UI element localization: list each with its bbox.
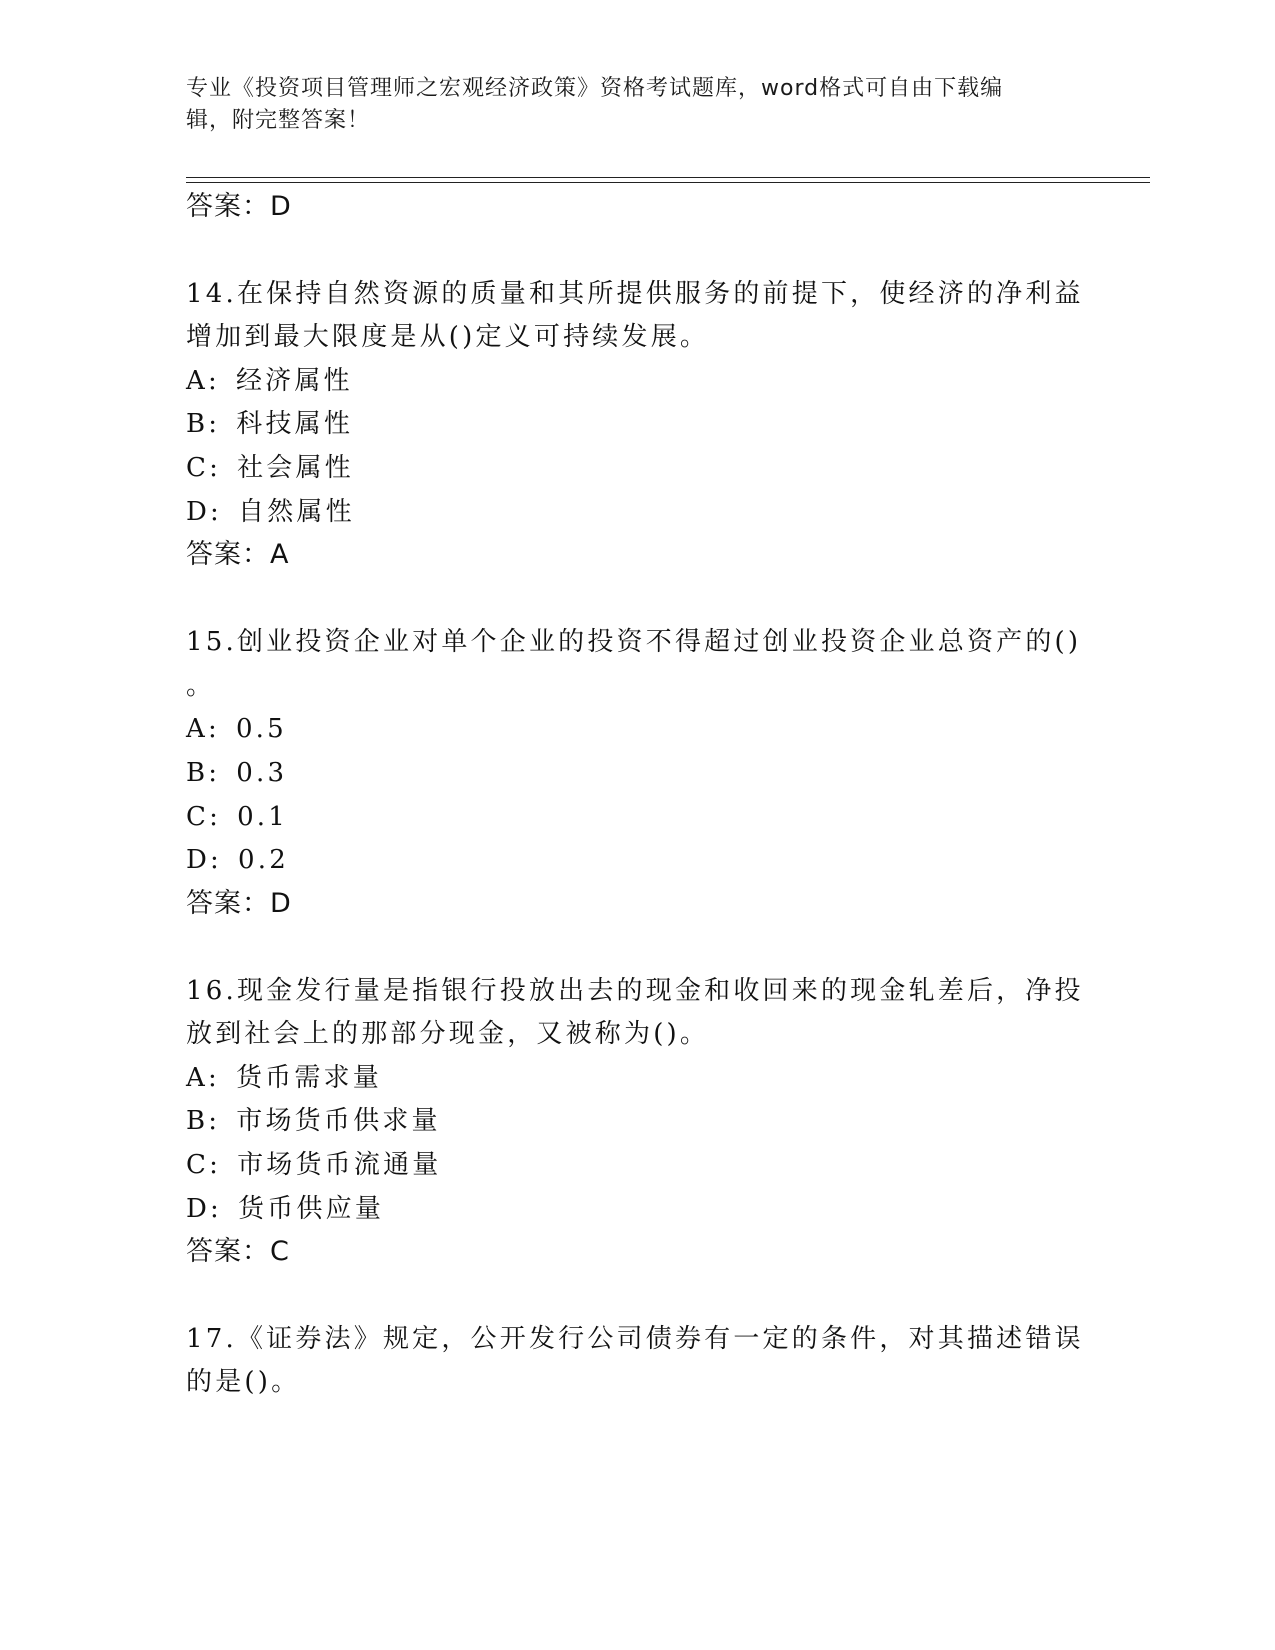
option-text: 经济属性 xyxy=(235,366,353,396)
option-label: D: xyxy=(186,1194,223,1224)
q14-option-b xyxy=(186,409,353,439)
option-label: B: xyxy=(186,1106,221,1136)
option-text: 0.1 xyxy=(237,802,289,832)
option-text: 自然属性 xyxy=(238,497,355,527)
header-line-1: 专业《投资项目管理师之宏观经济政策》资格考试题库，word格式可自由下载编 xyxy=(186,76,1004,101)
option-label: A: xyxy=(186,1063,220,1093)
option-label: D: xyxy=(186,497,223,527)
option-label: A: xyxy=(186,366,220,396)
q15-stem-line-2: 。 xyxy=(186,671,216,701)
option-text: 市场货币供求量 xyxy=(236,1106,441,1136)
option-label: C: xyxy=(186,1150,222,1180)
q16-option-a xyxy=(186,1063,382,1093)
document-header xyxy=(186,73,1066,137)
option-label: A: xyxy=(186,714,220,744)
option-text: 市场货币流通量 xyxy=(237,1150,442,1180)
option-text: 科技属性 xyxy=(236,409,354,439)
q15-option-d xyxy=(186,845,289,875)
q14-answer: 答案：A xyxy=(186,539,290,570)
q17-stem-line-2: 的是()。 xyxy=(186,1367,301,1397)
q16-stem-line-1: 16.现金发行量是指银行投放出去的现金和收回来的现金轧差后，净投 xyxy=(186,976,1084,1006)
prev-answer: 答案：D xyxy=(186,191,292,222)
header-divider-bottom xyxy=(186,182,1150,183)
option-label: C: xyxy=(186,453,222,483)
option-label: D: xyxy=(186,845,223,875)
q17-stem-line-1: 17.《证券法》规定，公开发行公司债券有一定的条件，对其描述错误 xyxy=(186,1324,1084,1354)
q16-option-c xyxy=(186,1150,441,1180)
q14-stem-line-2: 增加到最大限度是从()定义可持续发展。 xyxy=(186,322,710,352)
q14-option-a xyxy=(186,366,353,396)
q15-option-b xyxy=(186,758,287,788)
option-label: B: xyxy=(186,409,221,439)
q16-option-d xyxy=(186,1194,384,1224)
q16-answer: 答案：C xyxy=(186,1236,290,1267)
q14-stem-line-1: 14.在保持自然资源的质量和其所提供服务的前提下，使经济的净利益 xyxy=(186,279,1084,309)
q15-option-a xyxy=(186,714,287,744)
option-label: B: xyxy=(186,758,221,788)
q14-option-c xyxy=(186,453,354,483)
option-text: 0.2 xyxy=(238,845,289,875)
option-label: C: xyxy=(186,802,222,832)
option-text: 0.3 xyxy=(236,758,288,788)
option-text: 货币需求量 xyxy=(235,1063,382,1093)
q16-option-b xyxy=(186,1106,441,1136)
option-text: 社会属性 xyxy=(237,453,354,483)
q15-stem-line-1: 15.创业投资企业对单个企业的投资不得超过创业投资企业总资产的() xyxy=(186,627,1082,657)
header-line-2: 辑，附完整答案！ xyxy=(186,108,371,133)
q16-stem-line-2: 放到社会上的那部分现金，又被称为()。 xyxy=(186,1019,710,1049)
option-text: 货币供应量 xyxy=(238,1194,385,1224)
header-divider-top xyxy=(186,177,1150,178)
q15-option-c xyxy=(186,802,288,832)
q15-answer: 答案：D xyxy=(186,888,292,919)
q14-option-d xyxy=(186,497,355,527)
option-text: 0.5 xyxy=(235,714,287,744)
